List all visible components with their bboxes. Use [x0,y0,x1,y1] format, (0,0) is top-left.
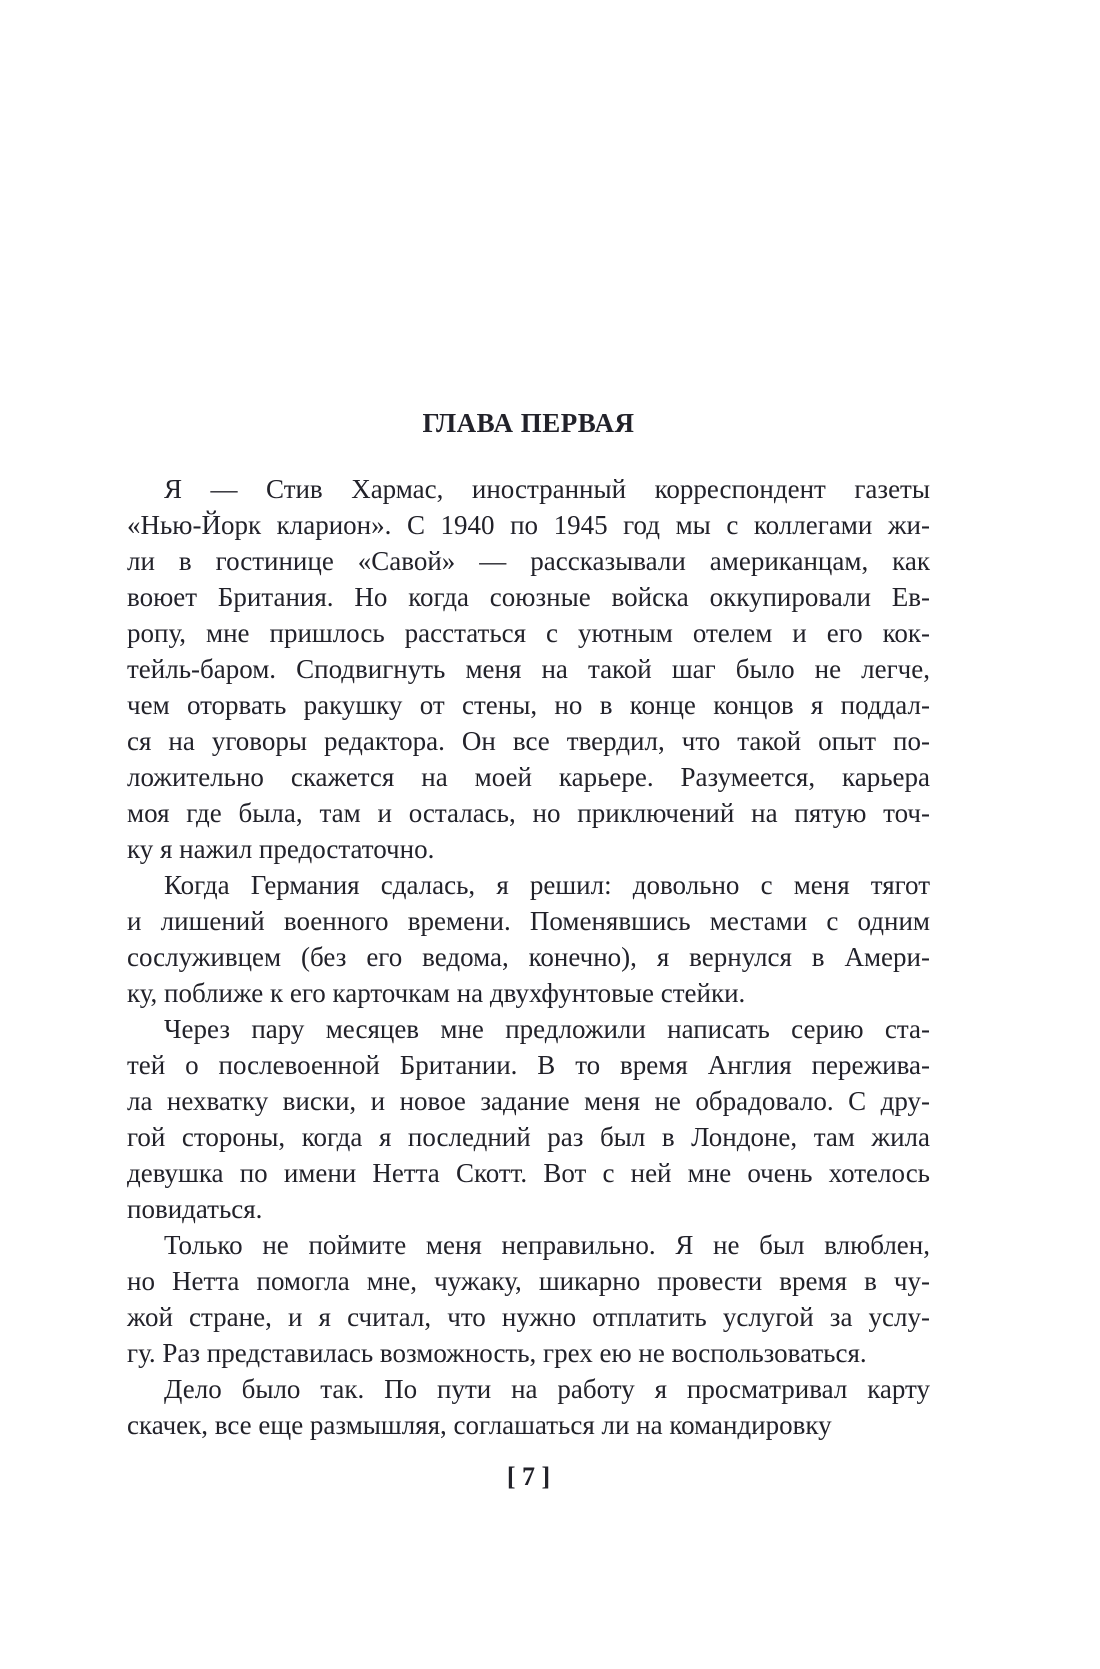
text-line: Я — Стив Хармас, иностранный корреспондент газеты [164,474,930,504]
paragraph [127,1227,930,1371]
text-line: гу. Раз представилась возможность, грех ею не воспользоваться. [127,1338,867,1368]
page-number: [ 7 ] [506,1462,551,1491]
text-line: ложительно скажется на моей карьере. Разумеется, карьера [127,762,930,792]
text-line: и лишений военного времени. Поменявшись местами с одним [127,906,930,936]
text-line: но Нетта помогла мне, чужаку, шикарно провести время в чу- [127,1266,930,1296]
text-line: тейль-баром. Сподвигнуть меня на такой шаг было не легче, [127,654,930,684]
text-line: Дело было так. По пути на работу я просматривал карту [164,1374,930,1404]
text-line: Через пару месяцев мне предложили написать серию ста- [164,1014,930,1044]
text-line: ла нехватку виски, и новое задание меня не обрадовало. С дру- [127,1086,930,1116]
text-line: воюет Британия. Но когда союзные войска оккупировали Ев- [127,582,930,612]
text-line: Когда Германия сдалась, я решил: довольно с меня тягот [164,870,930,900]
paragraph [127,1371,930,1443]
paragraph [127,867,930,1011]
text-line: гой стороны, когда я последний раз был в Лондоне, там жила [127,1122,930,1152]
text-line: жой стране, и я считал, что нужно отплатить услугой за услу- [127,1302,930,1332]
text-line: ропу, мне пришлось расстаться с уютным отелем и его кок- [127,618,930,648]
text-line: моя где была, там и осталась, но приключений на пятую точ- [127,798,930,828]
text-line: сослуживцем (без его ведома, конечно), я вернулся в Амери- [127,942,930,972]
text-line: ся на уговоры редактора. Он все твердил, что такой опыт по- [127,726,930,756]
text-line: тей о послевоенной Британии. В то время Англия пережива- [127,1050,930,1080]
text-line: скачек, все еще размышляя, соглашаться ли на командировку [127,1410,832,1440]
paragraph [127,471,930,867]
text-line: ку, поближе к его карточкам на двухфунтовые стейки. [127,978,746,1008]
text-line: чем оторвать ракушку от стены, но в конце концов я поддал- [127,690,930,720]
paragraph [127,1011,930,1227]
text-line: «Нью-Йорк кларион». С 1940 по 1945 год мы с коллегами жи- [127,510,930,540]
text-line: ку я нажил предостаточно. [127,834,435,864]
text-line: повидаться. [127,1194,263,1224]
text-line: ли в гостинице «Савой» — рассказывали американцам, как [127,546,930,576]
text-line: девушка по имени Нетта Скотт. Вот с ней мне очень хотелось [127,1158,930,1188]
text-block [127,471,930,1443]
chapter-title: ГЛАВА ПЕРВАЯ [422,408,635,438]
text-line: Только не поймите меня неправильно. Я не был влюблен, [164,1230,930,1260]
